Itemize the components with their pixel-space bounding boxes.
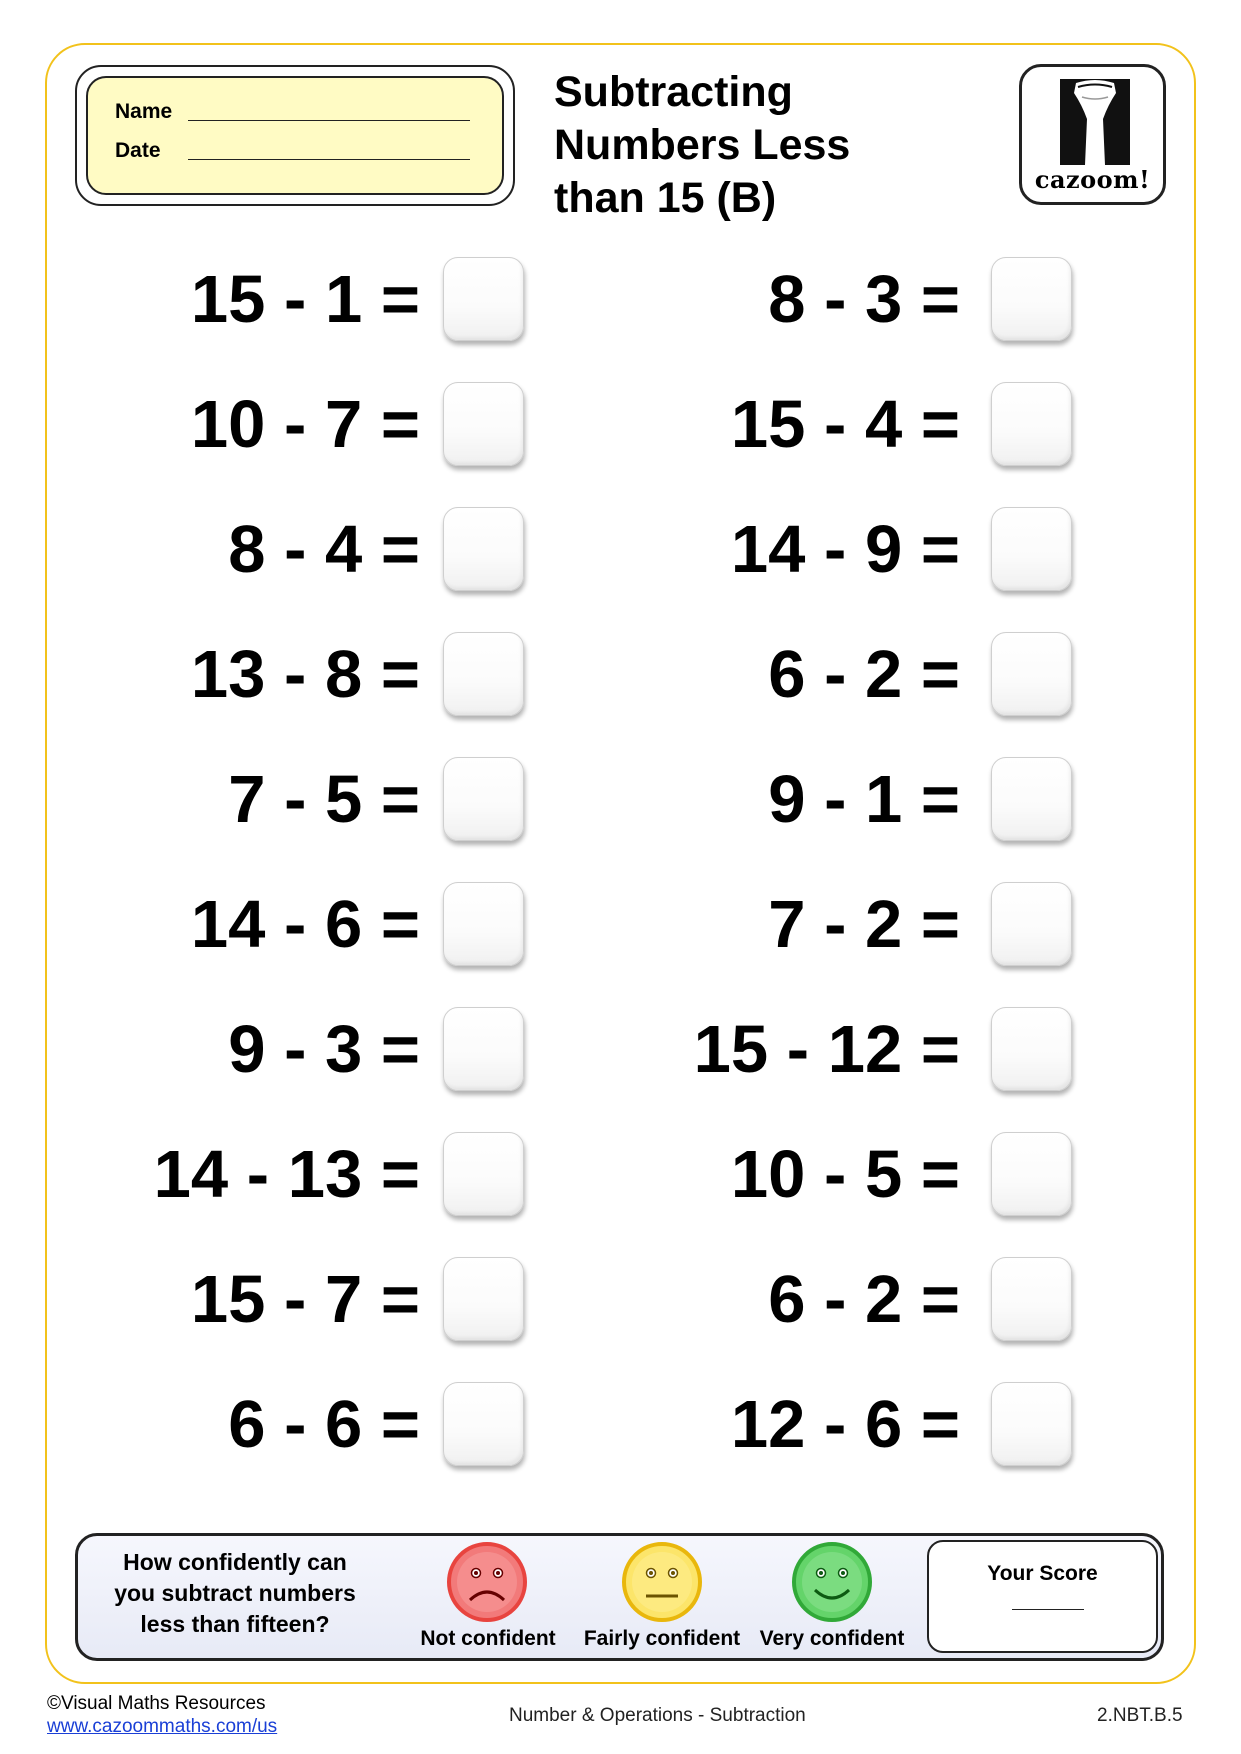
problem-expression: 8 - 3 = xyxy=(768,262,960,337)
answer-box[interactable] xyxy=(991,382,1072,466)
problem-right-2 xyxy=(0,385,960,465)
score-line xyxy=(1012,1609,1084,1610)
answer-box[interactable] xyxy=(991,882,1072,966)
problem-right-1 xyxy=(0,260,960,340)
problem-right-3 xyxy=(0,510,960,590)
problem-expression: 7 - 5 = xyxy=(228,762,420,837)
problem-expression: 6 - 2 = xyxy=(768,637,960,712)
problem-expression: 12 - 6 = xyxy=(730,1387,960,1462)
very-confident-label: Very confident xyxy=(759,1627,905,1650)
problem-expression: 14 - 9 = xyxy=(730,512,960,587)
score-box[interactable] xyxy=(927,1540,1158,1653)
problem-expression: 15 - 12 = xyxy=(693,1012,960,1087)
answer-box[interactable] xyxy=(991,1382,1072,1466)
copyright-text: ©Visual Maths Resources xyxy=(47,1693,266,1714)
problem-right-4 xyxy=(0,635,960,715)
problem-expression: 10 - 5 = xyxy=(730,1137,960,1212)
problem-expression: 10 - 7 = xyxy=(190,387,420,462)
problem-expression: 9 - 3 = xyxy=(228,1012,420,1087)
cazoom-logo: cazoom! xyxy=(1019,64,1166,205)
answer-box[interactable] xyxy=(991,1132,1072,1216)
problem-right-10 xyxy=(0,1385,960,1465)
answer-box[interactable] xyxy=(991,1007,1072,1091)
answer-box[interactable] xyxy=(991,632,1072,716)
worksheet-title: Subtracting Numbers Less than 15 (B) xyxy=(554,68,851,222)
name-field[interactable] xyxy=(188,120,470,121)
answer-box[interactable] xyxy=(991,757,1072,841)
confidence-question: How confidently can you subtract numbers less than fifteen? xyxy=(114,1549,356,1637)
fairly-confident-label: Fairly confident xyxy=(583,1627,741,1650)
neutral-face-icon[interactable] xyxy=(620,1540,704,1629)
answer-box[interactable] xyxy=(991,1257,1072,1341)
not-confident-label: Not confident xyxy=(420,1627,556,1650)
date-label: Date xyxy=(115,139,161,162)
problem-expression: 7 - 2 = xyxy=(768,887,960,962)
date-field[interactable] xyxy=(188,159,470,160)
topic-label: Number & Operations - Subtraction xyxy=(509,1705,806,1726)
problem-right-8 xyxy=(0,1135,960,1215)
score-title: Your Score xyxy=(987,1562,1098,1585)
problem-right-7 xyxy=(0,1010,960,1090)
drum-icon xyxy=(1060,79,1130,165)
problem-expression: 6 - 2 = xyxy=(768,1262,960,1337)
name-label: Name xyxy=(115,100,173,123)
problem-expression: 14 - 13 = xyxy=(153,1137,420,1212)
problem-expression: 15 - 1 = xyxy=(190,262,420,337)
answer-box[interactable] xyxy=(991,507,1072,591)
problem-right-5 xyxy=(0,760,960,840)
problem-expression: 8 - 4 = xyxy=(228,512,420,587)
problem-right-9 xyxy=(0,1260,960,1340)
problem-expression: 6 - 6 = xyxy=(228,1387,420,1462)
problem-expression: 15 - 4 = xyxy=(730,387,960,462)
sad-face-icon[interactable] xyxy=(445,1540,529,1629)
problem-expression: 13 - 8 = xyxy=(190,637,420,712)
problem-right-6 xyxy=(0,885,960,965)
standard-code: 2.NBT.B.5 xyxy=(1097,1705,1183,1726)
problem-expression: 14 - 6 = xyxy=(190,887,420,962)
happy-face-icon[interactable] xyxy=(790,1540,874,1629)
name-date-card xyxy=(75,65,515,206)
website-link[interactable]: www.cazoommaths.com/us xyxy=(47,1716,278,1737)
problem-expression: 9 - 1 = xyxy=(768,762,960,837)
problem-expression: 15 - 7 = xyxy=(190,1262,420,1337)
answer-box[interactable] xyxy=(991,257,1072,341)
